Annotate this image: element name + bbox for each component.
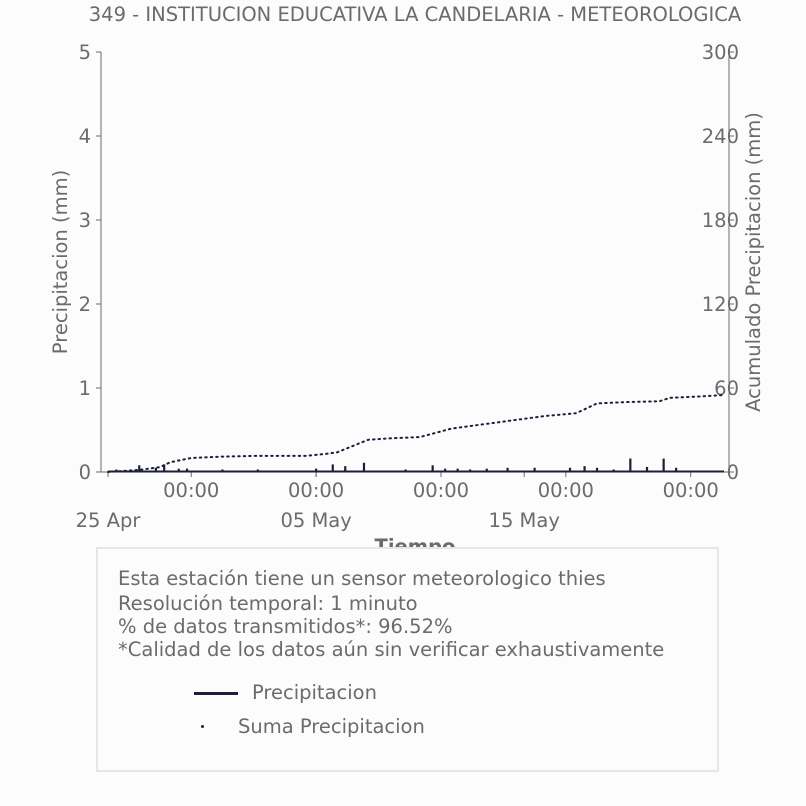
- legend-label-precipitacion: Precipitacion: [252, 681, 377, 704]
- axes: [76, 41, 739, 532]
- x-tick-label-time: 00:00: [288, 479, 345, 502]
- series-precipitacion: [108, 459, 724, 472]
- x-tick-label-time: 00:00: [412, 479, 470, 502]
- info-legend-box: [96, 547, 719, 772]
- y-tick-label: 0: [78, 461, 91, 484]
- series-line-suma-precipitacion: [108, 395, 724, 472]
- legend-label-suma-precipitacion: Suma Precipitacion: [238, 715, 425, 738]
- y-tick-label: 5: [78, 41, 91, 64]
- legend-line-icon: [194, 692, 238, 695]
- x-tick-label-date: 05 May: [280, 509, 352, 532]
- y2-tick-label: 300: [701, 41, 739, 64]
- y-tick-label: 4: [78, 125, 91, 148]
- info-transmitted-text: % de datos transmitidos*: 96.52%: [118, 615, 453, 638]
- info-sensor-text: Esta estación tiene un sensor meteorologico thies: [118, 567, 606, 590]
- info-quality-note: *Calidad de los datos aún sin verificar exhaustivamente: [118, 638, 665, 661]
- y2-tick-label: 60: [714, 377, 739, 400]
- x-tick-label-time: 00:00: [662, 479, 719, 502]
- y2-tick-label: 180: [701, 209, 739, 232]
- y2-axis-label: Acumulado Precipitacion (mm): [742, 112, 765, 412]
- chart-title: 349 - INSTITUCION EDUCATIVA LA CANDELARIA - METEOROLOGICA: [88, 3, 742, 26]
- x-tick-label-time: 00:00: [163, 479, 220, 502]
- y-tick-label: 1: [78, 377, 91, 400]
- y2-tick-label: 0: [726, 461, 739, 484]
- x-tick-label-date: 15 May: [488, 509, 560, 532]
- x-tick-label-time: 00:00: [537, 479, 594, 502]
- y2-tick-label: 120: [701, 293, 739, 316]
- y-tick-label: 3: [78, 209, 91, 232]
- x-tick-label-date: 25 Apr: [75, 509, 141, 532]
- legend-dot-icon: [201, 725, 204, 728]
- y-axis-label: Precipitacion (mm): [49, 169, 72, 355]
- y2-tick-label: 240: [701, 125, 739, 148]
- info-resolution-text: Resolución temporal: 1 minuto: [118, 592, 418, 615]
- y-tick-label: 2: [78, 293, 91, 316]
- series-suma-precipitacion: [108, 395, 724, 472]
